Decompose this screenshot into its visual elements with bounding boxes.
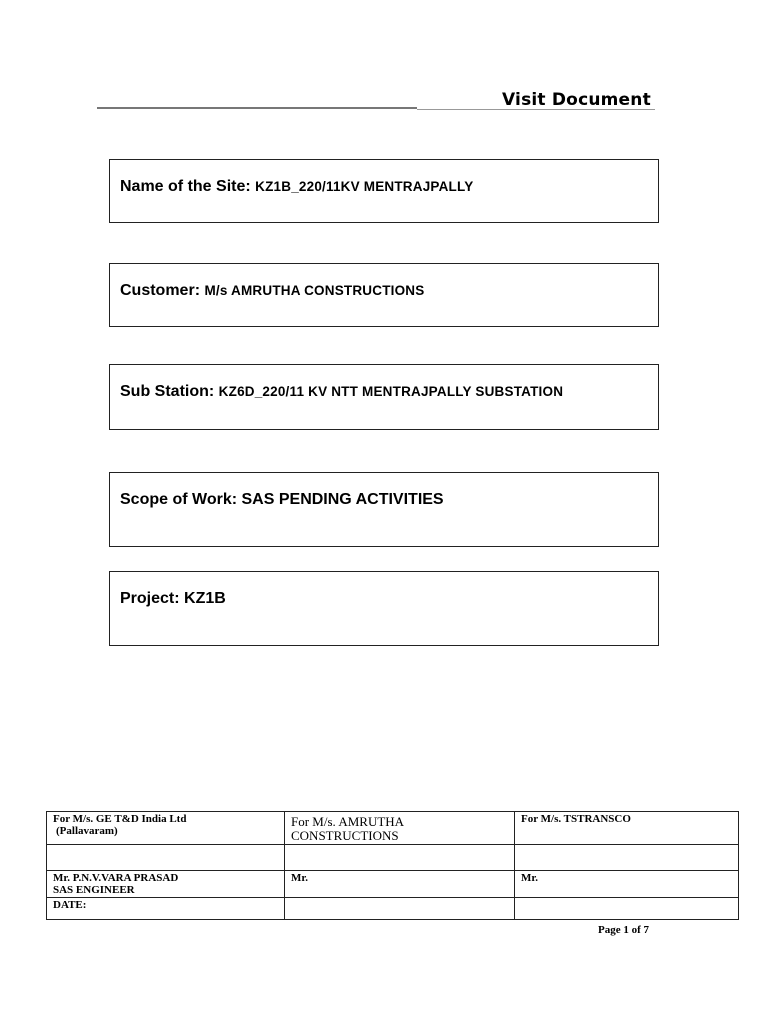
amrutha-name: Mr. bbox=[291, 872, 309, 884]
site-value: KZ1B_220/11KV MENTRAJPALLY bbox=[255, 179, 474, 194]
project-value: KZ1B bbox=[184, 590, 226, 607]
site-label: Name of the Site bbox=[120, 178, 246, 195]
header-rule bbox=[97, 107, 417, 109]
ge-name-cell bbox=[47, 871, 285, 898]
customer-colon: : bbox=[194, 282, 205, 299]
customer-box bbox=[109, 263, 659, 327]
project-colon: : bbox=[174, 590, 185, 607]
tstransco-company-cell bbox=[515, 812, 739, 845]
date-cell bbox=[47, 898, 285, 920]
amrutha-signature-cell bbox=[285, 845, 515, 871]
project-box bbox=[109, 571, 659, 646]
substation-colon: : bbox=[208, 383, 219, 400]
amrutha-company-line2: CONSTRUCTIONS bbox=[291, 828, 399, 843]
amrutha-company-cell bbox=[285, 812, 515, 845]
tstransco-name: Mr. bbox=[521, 872, 539, 884]
site-box bbox=[109, 159, 659, 223]
table-row bbox=[47, 812, 739, 845]
page-number: Page 1 of 7 bbox=[598, 924, 650, 936]
ge-signature-cell bbox=[47, 845, 285, 871]
customer-value: M/s AMRUTHA CONSTRUCTIONS bbox=[204, 283, 425, 298]
ge-role: SAS ENGINEER bbox=[53, 884, 135, 896]
table-row bbox=[47, 898, 739, 920]
ge-company-line1: For M/s. GE T&D India Ltd bbox=[53, 813, 187, 825]
document-title: Visit Document bbox=[502, 90, 651, 110]
tstransco-date-cell bbox=[515, 898, 739, 920]
substation-label: Sub Station bbox=[120, 383, 209, 400]
scope-box bbox=[109, 472, 659, 547]
amrutha-company-line1: For M/s. AMRUTHA bbox=[291, 814, 405, 829]
amrutha-name-cell bbox=[285, 871, 515, 898]
tstransco-signature-cell bbox=[515, 845, 739, 871]
substation-box bbox=[109, 364, 659, 430]
table-row bbox=[47, 871, 739, 898]
substation-value: KZ6D_220/11 KV NTT MENTRAJPALLY SUBSTATION bbox=[218, 384, 564, 399]
scope-colon: : bbox=[231, 491, 242, 508]
ge-company-cell bbox=[47, 812, 285, 845]
scope-value: SAS PENDING ACTIVITIES bbox=[241, 491, 444, 508]
ge-company-line2: (Pallavaram) bbox=[56, 825, 118, 837]
tstransco-name-cell bbox=[515, 871, 739, 898]
customer-label: Customer bbox=[120, 282, 195, 299]
project-label: Project bbox=[120, 590, 175, 607]
tstransco-company-line1: For M/s. TSTRANSCO bbox=[521, 813, 631, 825]
signoff-table bbox=[46, 811, 739, 920]
amrutha-date-cell bbox=[285, 898, 515, 920]
date-label: DATE: bbox=[53, 899, 87, 911]
ge-name: Mr. P.N.V.VARA PRASAD bbox=[53, 872, 179, 884]
table-row bbox=[47, 845, 739, 871]
site-colon: : bbox=[245, 178, 256, 195]
scope-label: Scope of Work bbox=[120, 491, 232, 508]
